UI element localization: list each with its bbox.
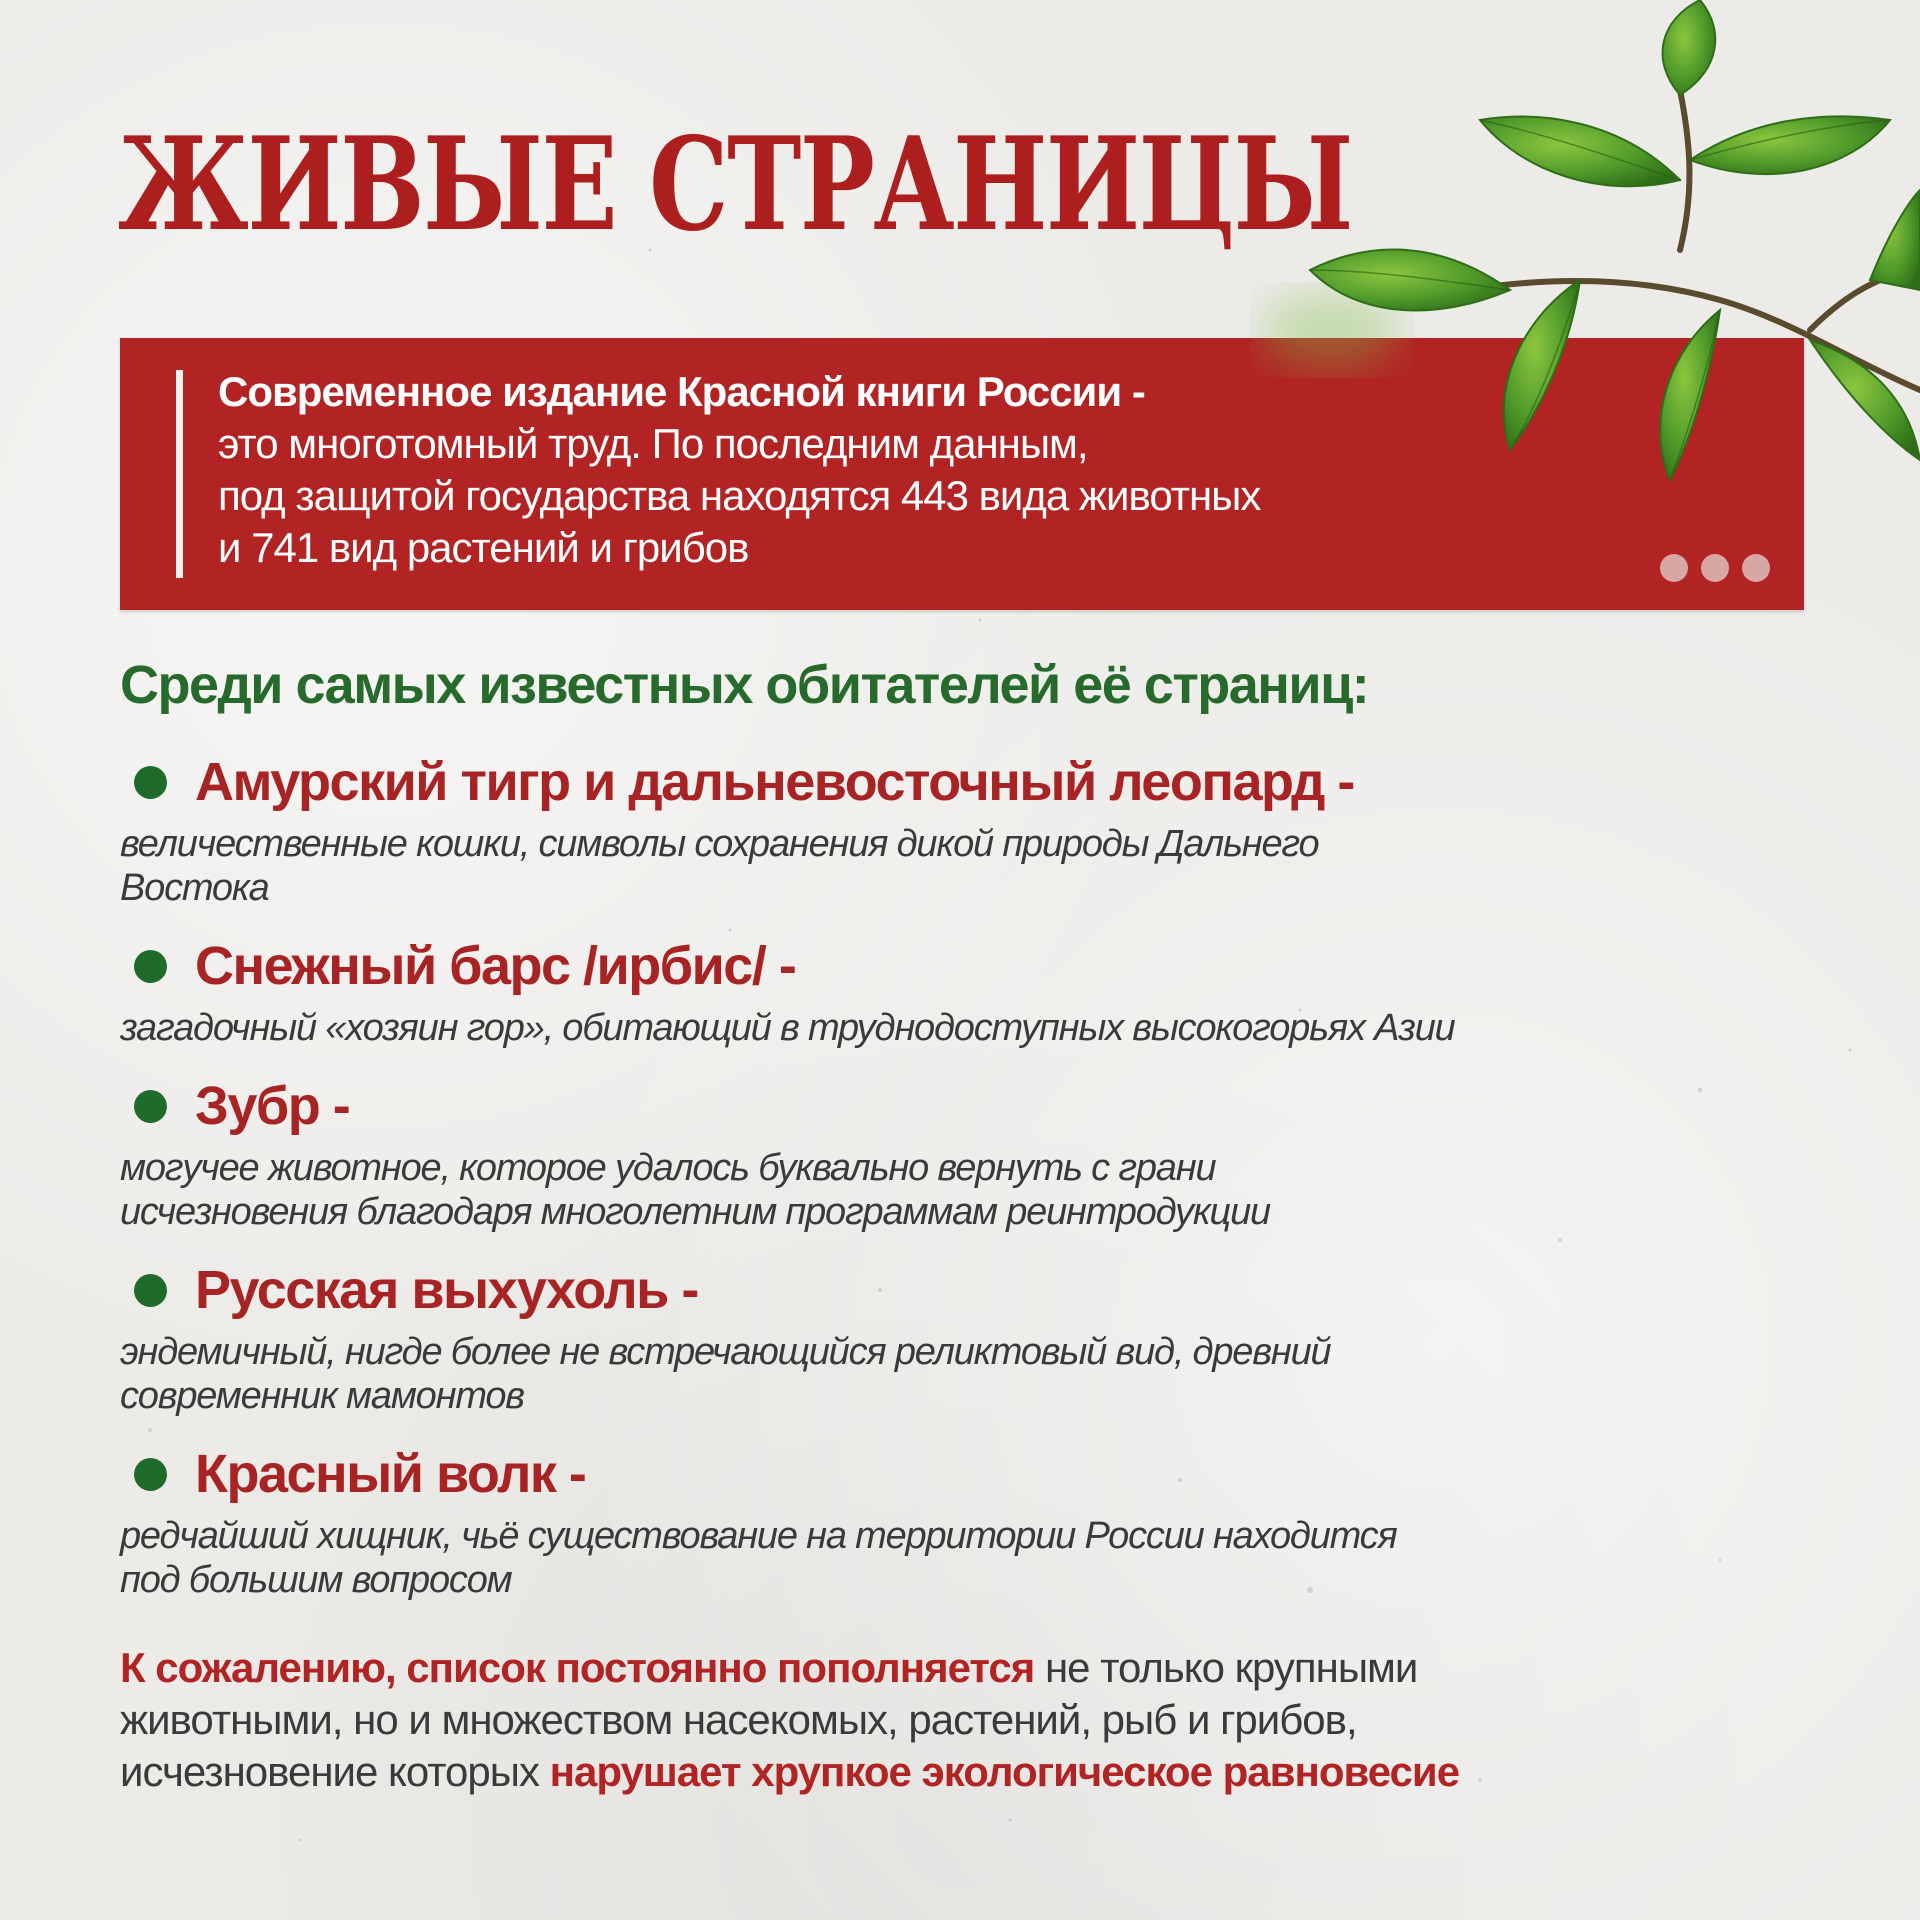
intro-text [218,366,1260,574]
desc-line: эндемичный, нигде более не встречающийся реликтовый вид, древний [120,1331,1331,1373]
desc-line: под большим вопросом [120,1559,512,1601]
green-leaf-branch-icon [1250,0,1920,600]
species-item [120,1258,1330,1418]
desc-line: Востока [120,867,269,909]
species-item [120,750,1354,910]
intro-line: это многотомный труд. По последним данным, [218,420,1088,467]
intro-accent-bar [176,370,183,578]
green-bullet-icon [134,1458,167,1491]
species-name: Красный волк - [195,1444,586,1504]
closing-highlight: нарушает хрупкое экологическое равновесие [549,1748,1460,1795]
intro-line: и 741 вид растений и грибов [218,524,749,571]
desc-line: могучее животное, которое удалось буквально вернуть с грани [120,1147,1216,1189]
closing-text: исчезновение которых [120,1748,550,1795]
page-title: ЖИВЫЕ СТРАНИЦЫ [118,110,1352,260]
species-title [120,934,1455,998]
closing-text: не только крупными [1034,1644,1418,1691]
green-bullet-icon [134,950,167,983]
desc-line: величественные кошки, символы сохранения дикой природы Дальнего [120,823,1319,865]
closing-line: животными, но и множеством насекомых, растений, рыб и грибов, [120,1696,1357,1743]
desc-line: исчезновения благодаря многолетним программам реинтродукции [120,1191,1270,1233]
species-title [120,750,1354,814]
section-heading: Среди самых известных обитателей её страниц: [120,655,1369,715]
species-item [120,1442,1397,1602]
closing-highlight: К сожалению, список постоянно пополняется [120,1644,1035,1691]
species-name: Русская выхухоль - [195,1260,698,1320]
species-name: Снежный барс /ирбис/ - [195,936,796,996]
closing-line [120,1746,1459,1798]
desc-line: редчайший хищник, чьё существование на территории России находится [120,1515,1397,1557]
closing-paragraph [120,1642,1459,1798]
species-name: Зубр - [195,1076,350,1136]
species-title [120,1074,1270,1138]
closing-line [120,1642,1459,1694]
species-description [120,1006,1455,1050]
green-bullet-icon [134,1274,167,1307]
species-description [120,1146,1270,1234]
species-name: Амурский тигр и дальневосточный леопард - [195,752,1354,812]
green-bullet-icon [134,1090,167,1123]
species-description [120,1514,1397,1602]
intro-line: Современное издание Красной книги России - [218,368,1145,415]
species-description [120,1330,1330,1418]
desc-line: современник мамонтов [120,1375,524,1417]
species-description [120,822,1354,910]
green-bullet-icon [134,766,167,799]
desc-line: загадочный «хозяин гор», обитающий в труднодоступных высокогорьях Азии [120,1007,1455,1049]
species-item [120,1074,1270,1234]
species-title [120,1442,1397,1506]
species-title [120,1258,1330,1322]
intro-line: под защитой государства находятся 443 вида животных [218,472,1261,519]
species-item [120,934,1455,1050]
